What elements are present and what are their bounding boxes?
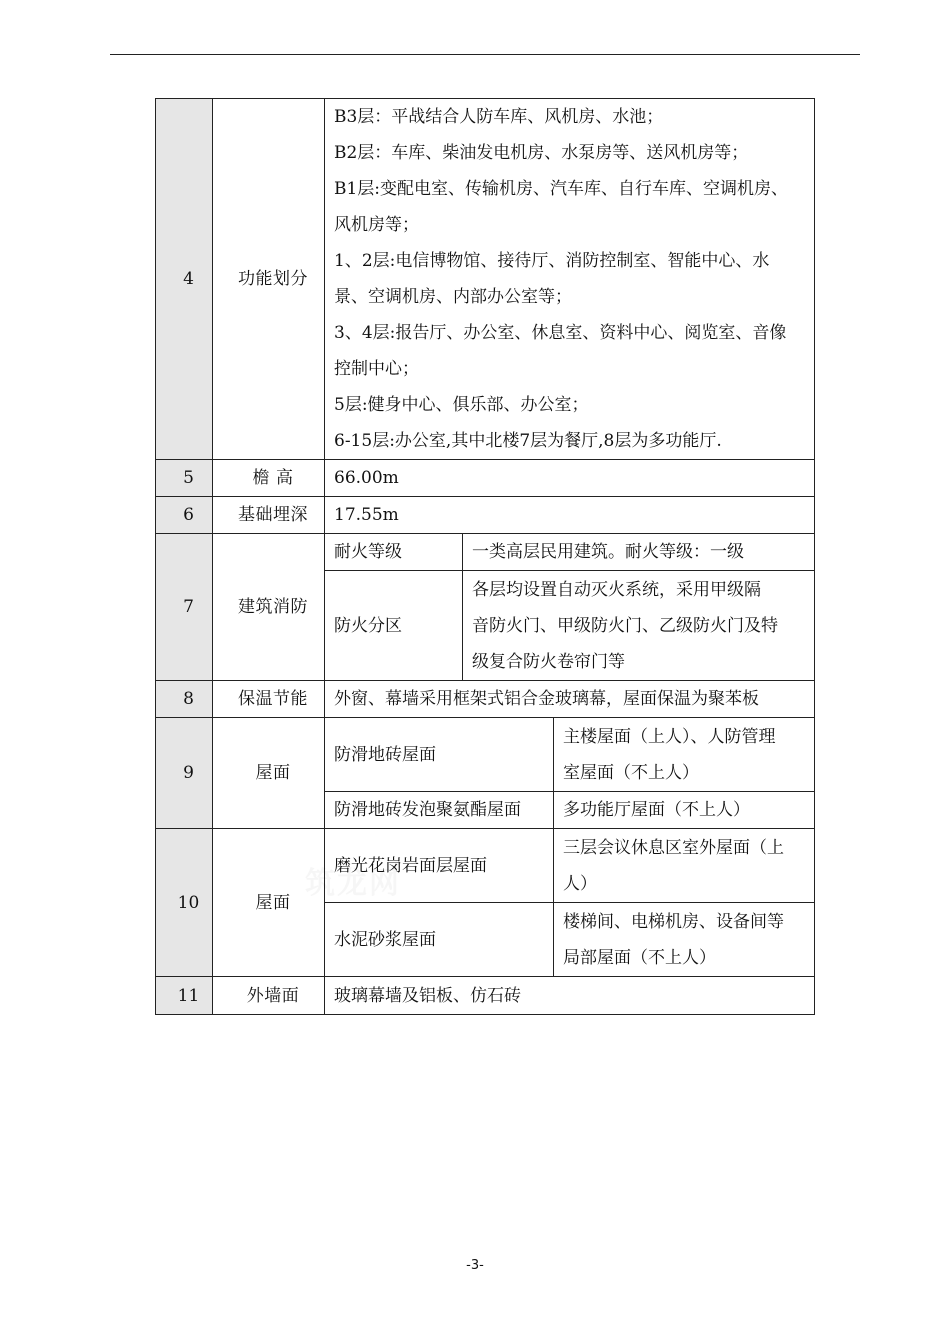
sub-item-name: 水泥砂浆屋面: [325, 903, 554, 977]
sub-item-desc: 多功能厅屋面（不上人）: [554, 792, 815, 829]
text-line: 5层:健身中心、俱乐部、办公室；: [334, 395, 589, 415]
text-line: B1层:变配电室、传输机房、汽车库、自行车库、空调机房、: [334, 179, 789, 199]
row-label: 屋面: [213, 718, 325, 829]
row-label: 基础埋深: [213, 497, 325, 534]
text-line: 局部屋面（不上人）: [563, 947, 716, 968]
sub-item-desc: [554, 903, 815, 977]
text-line: 主楼屋面（上人）、人防管理: [563, 726, 776, 747]
row-number: 11: [156, 977, 213, 1015]
row-label: 外墙面: [213, 977, 325, 1015]
text-line: 各层均设置自动灭火系统，采用甲级隔: [472, 579, 761, 600]
text-line: B3层：平战结合人防车库、风机房、水池；: [334, 107, 664, 127]
text-line: 1、2层:电信博物馆、接待厅、消防控制室、智能中心、水: [334, 251, 770, 271]
table-row: [156, 718, 815, 792]
row-number: 7: [156, 534, 213, 681]
text-line: B2层：车库、柴油发电机房、水泵房等、送风机房等；: [334, 143, 749, 163]
text-line: 6-15层:办公室,其中北楼7层为餐厅,8层为多功能厅.: [334, 431, 722, 451]
text-line: 级复合防火卷帘门等: [472, 651, 625, 672]
sub-item-name: 防滑地砖屋面: [325, 718, 554, 792]
building-spec-table: [155, 98, 815, 1015]
table-row: [156, 829, 815, 903]
sub-item-name: 耐火等级: [325, 534, 463, 571]
row-label: 建筑消防: [213, 534, 325, 681]
function-division-text: [325, 99, 815, 460]
text-line: 楼梯间、电梯机房、设备间等: [563, 911, 784, 932]
text-line: 景、空调机房、内部办公室等；: [334, 287, 572, 307]
row-number: 4: [156, 99, 213, 460]
text-line: 风机房等；: [334, 215, 419, 235]
sub-item-desc: [554, 829, 815, 903]
row-label: 保温节能: [213, 681, 325, 718]
sub-item-desc: [463, 571, 815, 681]
row-number: 8: [156, 681, 213, 718]
sub-item-desc: 一类高层民用建筑。耐火等级：一级: [463, 534, 815, 571]
text-line: 人）: [563, 873, 597, 894]
sub-item-name: 防火分区: [325, 571, 463, 681]
row-value: 66.00m: [325, 460, 815, 497]
row-label: 功能划分: [213, 99, 325, 460]
row-number: 9: [156, 718, 213, 829]
row-number: 5: [156, 460, 213, 497]
row-value: 17.55m: [325, 497, 815, 534]
watermark: [305, 858, 401, 902]
sub-item-desc: [554, 718, 815, 792]
header-rule: [110, 54, 860, 55]
row-value: 玻璃幕墙及铝板、仿石砖: [325, 977, 815, 1015]
page-number: -3-: [466, 1258, 484, 1273]
text-line: 室屋面（不上人）: [563, 762, 699, 783]
table-row: [156, 497, 815, 534]
text-line: 控制中心；: [334, 359, 419, 379]
table-row: [156, 99, 815, 460]
text-line: 3、4层:报告厅、办公室、休息室、资料中心、阅览室、音像: [334, 323, 787, 343]
sub-item-name: 磨光花岗岩面层屋面: [325, 829, 554, 903]
text-line: 外窗、幕墙采用框架式铝合金玻璃幕，屋面保温为聚苯板: [334, 689, 759, 709]
row-label: 屋面: [213, 829, 325, 977]
sub-item-name: 防滑地砖发泡聚氨酯屋面: [325, 792, 554, 829]
table-row: [156, 681, 815, 718]
table-row: [156, 534, 815, 571]
text-line: 三层会议休息区室外屋面（上: [563, 837, 784, 858]
row-value: [325, 681, 815, 718]
text-line: 音防火门、甲级防火门、乙级防火门及特: [472, 615, 778, 636]
row-label: 檐 高: [213, 460, 325, 497]
row-number: 6: [156, 497, 213, 534]
table-row: [156, 460, 815, 497]
row-number: 10: [156, 829, 213, 977]
table-row: [156, 977, 815, 1015]
